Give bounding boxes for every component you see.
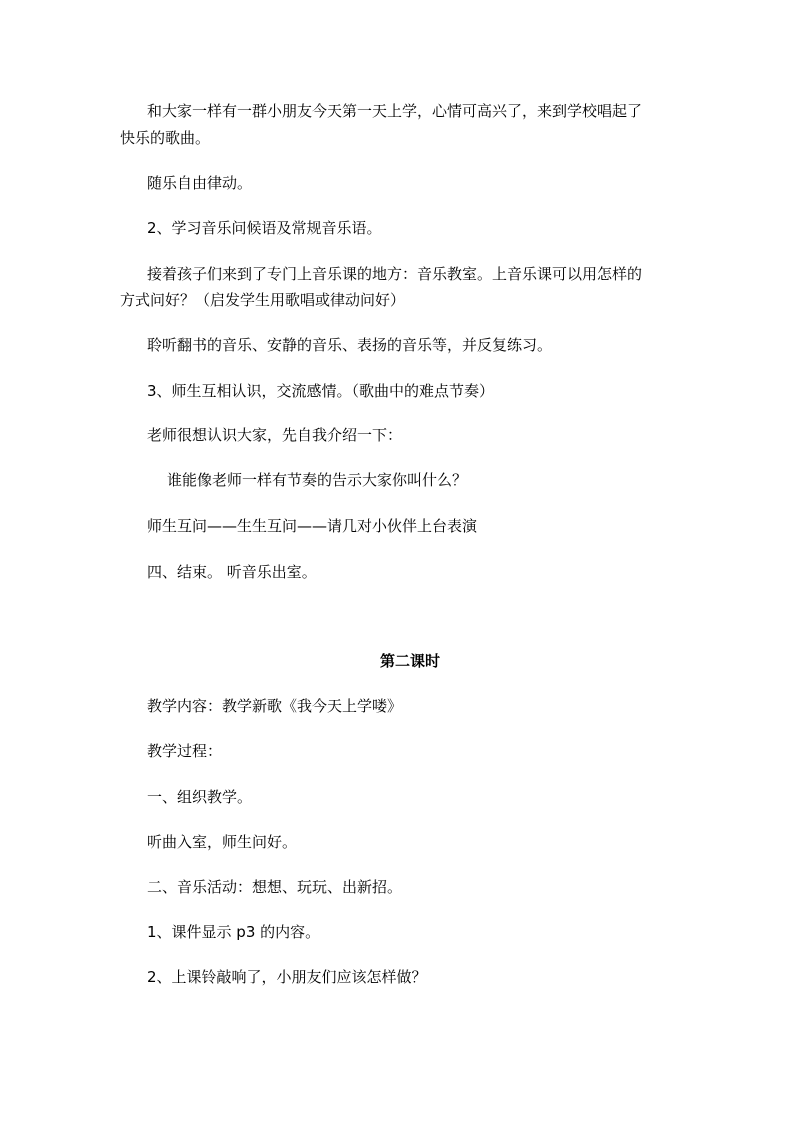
- paragraph-line: 老师很想认识大家，先自我介绍一下：: [147, 426, 403, 444]
- paragraph-line: 二、音乐活动：想想、玩玩、出新招。: [147, 878, 403, 896]
- paragraph-line: 师生互问——生生互问——请几对小伙伴上台表演: [147, 517, 478, 535]
- paragraph-line: 教学过程：: [147, 742, 223, 760]
- paragraph-line: 快乐的歌曲。: [120, 129, 211, 147]
- paragraph-line: 聆听翻书的音乐、安静的音乐、表扬的音乐等，并反复练习。: [147, 336, 553, 354]
- paragraph-line: 接着孩子们来到了专门上音乐课的地方：音乐教室。上音乐课可以用怎样的: [147, 265, 643, 283]
- paragraph-line: 四、结束。 听音乐出室。: [147, 563, 317, 581]
- paragraph-line: 一、组织教学。: [147, 788, 253, 806]
- paragraph-line: 教学内容：教学新歌《我今天上学喽》: [147, 697, 403, 715]
- paragraph-line: 和大家一样有一群小朋友今天第一天上学，心情可高兴了，来到学校唱起了: [147, 102, 643, 120]
- paragraph-line: 2、上课铃敲响了，小朋友们应该怎样做？: [147, 968, 427, 986]
- paragraph-line: 1、课件显示 p3 的内容。: [147, 923, 321, 941]
- paragraph-line: 3、师生互相认识，交流感情。（歌曲中的难点节奏）: [147, 382, 495, 400]
- paragraph-line: 谁能像老师一样有节奏的告示大家你叫什么？: [167, 471, 468, 489]
- paragraph-line: 听曲入室，师生问好。: [147, 833, 298, 851]
- paragraph-line: 2、学习音乐问候语及常规音乐语。: [147, 219, 382, 237]
- section-title: 第二课时: [380, 652, 441, 670]
- paragraph-line: 方式问好？（启发学生用歌唱或律动问好）: [120, 291, 406, 309]
- paragraph-line: 随乐自由律动。: [147, 174, 253, 192]
